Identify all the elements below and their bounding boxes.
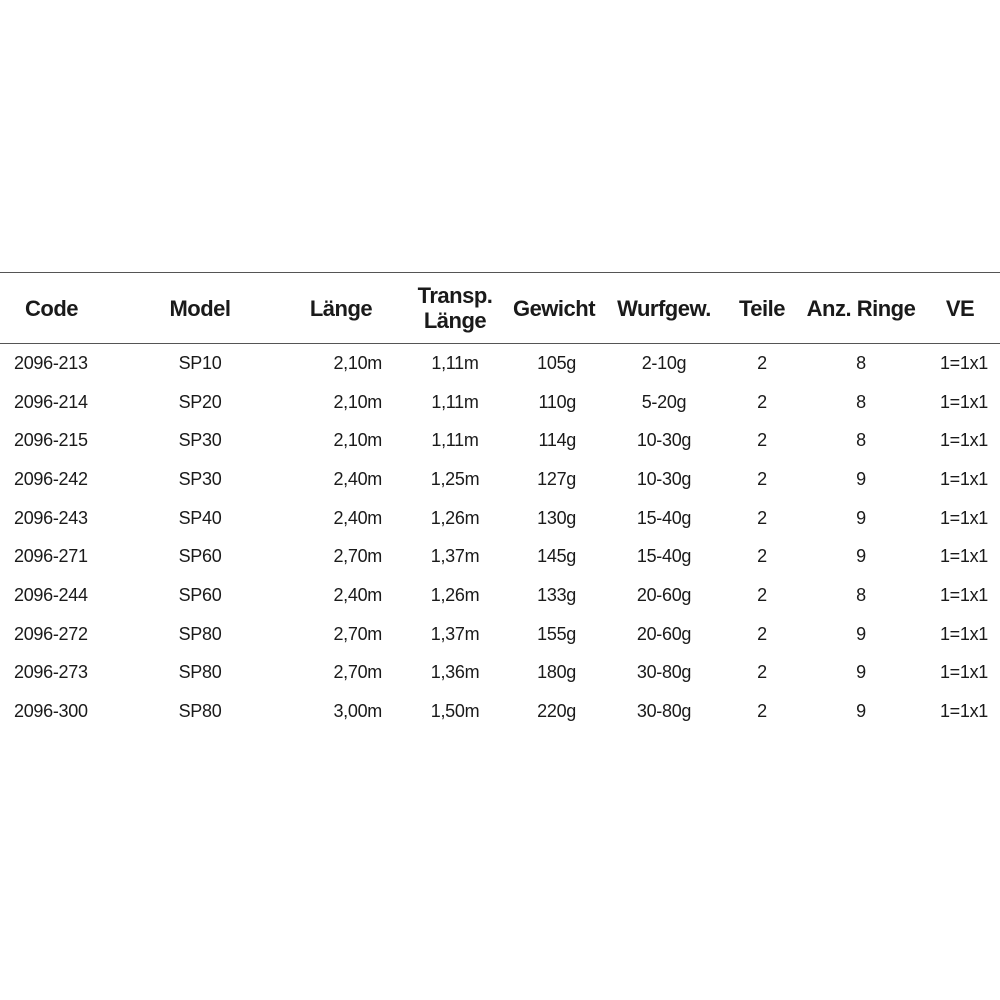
cell-anz-ringe: 9: [856, 468, 866, 489]
cell-model: SP40: [178, 507, 222, 528]
cell-teile: 2: [757, 507, 767, 528]
cell-laenge: 2,40m: [333, 507, 382, 528]
cell-laenge: 2,70m: [333, 662, 382, 683]
cell-wurfgew: 20-60g: [636, 584, 692, 605]
cell-ve: 1=1x1: [939, 546, 988, 567]
cell-ve: 1=1x1: [939, 623, 988, 644]
cell-anz-ringe: 8: [856, 430, 866, 451]
cell-model: SP80: [178, 662, 222, 683]
cell-anz-ringe: 8: [856, 584, 866, 605]
table-row: [0, 537, 1000, 576]
table-row: [0, 460, 1000, 499]
cell-model: SP80: [178, 623, 222, 644]
table-row: [0, 383, 1000, 422]
cell-teile: 2: [757, 468, 767, 489]
cell-wurfgew: 10-30g: [636, 430, 692, 451]
header-model: Model: [169, 295, 231, 321]
cell-laenge: 2,10m: [333, 352, 382, 373]
cell-model: SP30: [178, 430, 222, 451]
cell-code: 2096-272: [14, 623, 88, 644]
spec-table: [0, 272, 1000, 731]
cell-gewicht: 105g: [537, 352, 576, 373]
cell-wurfgew: 15-40g: [636, 546, 692, 567]
cell-gewicht: 130g: [537, 507, 576, 528]
cell-code: 2096-271: [14, 546, 88, 567]
cell-transp-laenge: 1,37m: [430, 623, 480, 644]
cell-gewicht: 110g: [538, 391, 576, 412]
header-gewicht: Gewicht: [512, 295, 596, 321]
table-row: [0, 344, 1000, 383]
cell-code: 2096-243: [14, 507, 88, 528]
cell-teile: 2: [757, 546, 767, 567]
cell-ve: 1=1x1: [939, 391, 988, 412]
cell-teile: 2: [757, 391, 767, 412]
table-row: [0, 421, 1000, 460]
cell-gewicht: 220g: [537, 701, 576, 722]
cell-wurfgew: 30-80g: [636, 662, 692, 683]
cell-wurfgew: 2-10g: [641, 352, 687, 373]
cell-ve: 1=1x1: [939, 468, 988, 489]
cell-laenge: 2,70m: [333, 623, 382, 644]
cell-teile: 2: [757, 352, 767, 373]
cell-laenge: 2,10m: [333, 391, 382, 412]
table-row: [0, 615, 1000, 654]
header-transp-laenge: [405, 273, 505, 343]
cell-model: SP60: [178, 584, 222, 605]
cell-anz-ringe: 9: [856, 623, 866, 644]
table-body: [0, 344, 1000, 731]
cell-laenge: 2,40m: [333, 584, 382, 605]
cell-ve: 1=1x1: [939, 507, 988, 528]
cell-transp-laenge: 1,11m: [431, 391, 479, 412]
table-row: [0, 576, 1000, 615]
table-row: [0, 654, 1000, 693]
cell-gewicht: 114g: [538, 430, 576, 451]
cell-anz-ringe: 9: [856, 662, 866, 683]
cell-ve: 1=1x1: [939, 352, 988, 373]
cell-anz-ringe: 8: [856, 391, 866, 412]
cell-ve: 1=1x1: [939, 662, 988, 683]
cell-code: 2096-273: [14, 662, 88, 683]
cell-wurfgew: 15-40g: [636, 507, 692, 528]
cell-model: SP60: [178, 546, 222, 567]
cell-laenge: 2,40m: [333, 468, 382, 489]
cell-teile: 2: [757, 584, 767, 605]
cell-anz-ringe: 9: [856, 507, 866, 528]
cell-code: 2096-244: [14, 584, 88, 605]
cell-model: SP10: [178, 352, 222, 373]
table-header: [0, 273, 1000, 344]
cell-transp-laenge: 1,37m: [430, 546, 480, 567]
cell-code: 2096-242: [14, 468, 88, 489]
cell-transp-laenge: 1,25m: [430, 468, 480, 489]
cell-gewicht: 127g: [537, 468, 576, 489]
cell-code: 2096-300: [14, 701, 88, 722]
cell-teile: 2: [757, 430, 767, 451]
cell-transp-laenge: 1,26m: [430, 584, 480, 605]
header-transp-line2: Länge: [423, 308, 487, 333]
cell-ve: 1=1x1: [939, 701, 988, 722]
cell-ve: 1=1x1: [939, 584, 988, 605]
header-teile: Teile: [738, 295, 785, 321]
cell-anz-ringe: 9: [856, 701, 866, 722]
cell-teile: 2: [757, 623, 767, 644]
cell-teile: 2: [757, 662, 767, 683]
cell-model: SP80: [178, 701, 222, 722]
cell-teile: 2: [757, 701, 767, 722]
cell-transp-laenge: 1,26m: [430, 507, 480, 528]
cell-transp-laenge: 1,11m: [431, 430, 479, 451]
cell-wurfgew: 10-30g: [636, 468, 692, 489]
cell-wurfgew: 30-80g: [636, 701, 692, 722]
cell-code: 2096-215: [14, 430, 88, 451]
cell-anz-ringe: 9: [856, 546, 866, 567]
cell-laenge: 2,70m: [333, 546, 382, 567]
cell-gewicht: 155g: [537, 623, 576, 644]
table-row: [0, 692, 1000, 731]
header-code: Code: [25, 295, 78, 321]
header-transp-line1: Transp.: [417, 283, 493, 308]
cell-gewicht: 133g: [537, 584, 576, 605]
header-laenge: Länge: [309, 295, 373, 321]
cell-model: SP30: [178, 468, 222, 489]
cell-code: 2096-214: [14, 391, 88, 412]
cell-wurfgew: 5-20g: [641, 391, 687, 412]
cell-wurfgew: 20-60g: [636, 623, 692, 644]
header-wurfgew: Wurfgew.: [617, 295, 711, 321]
cell-laenge: 3,00m: [333, 701, 382, 722]
cell-anz-ringe: 8: [856, 352, 866, 373]
cell-laenge: 2,10m: [333, 430, 382, 451]
cell-transp-laenge: 1,11m: [431, 352, 479, 373]
cell-model: SP20: [178, 391, 222, 412]
cell-gewicht: 180g: [537, 662, 576, 683]
cell-gewicht: 145g: [537, 546, 576, 567]
header-anz-ringe: Anz. Ringe: [806, 295, 916, 321]
table-row: [0, 499, 1000, 538]
cell-ve: 1=1x1: [939, 430, 988, 451]
header-ve: VE: [945, 295, 975, 321]
cell-transp-laenge: 1,36m: [430, 662, 480, 683]
cell-code: 2096-213: [14, 352, 88, 373]
cell-transp-laenge: 1,50m: [430, 701, 480, 722]
